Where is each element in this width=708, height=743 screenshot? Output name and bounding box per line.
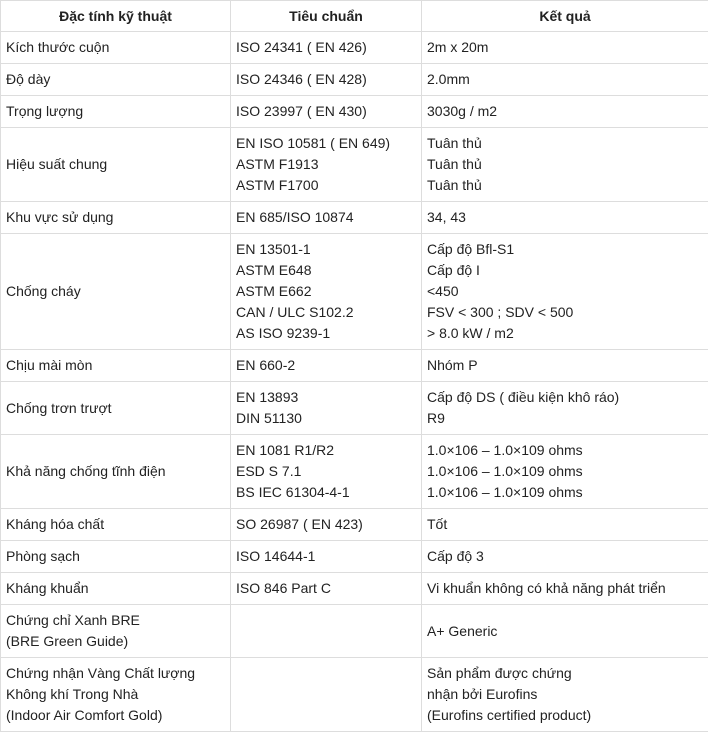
property-text: Phòng sạch — [6, 548, 80, 564]
result-text: nhận bởi Eurofins — [427, 686, 538, 702]
result-text: Sản phẩm được chứng — [427, 665, 572, 681]
standard-text: EN 1081 R1/R2 — [236, 442, 335, 458]
result-text: FSV < 300 ; SDV < 500 — [427, 304, 574, 320]
property-text: (Indoor Air Comfort Gold) — [6, 707, 163, 723]
standard-cell — [231, 202, 422, 234]
result-text: 1.0×106 – 1.0×109 ohms — [427, 463, 583, 479]
property-text: Trọng lượng — [6, 103, 84, 119]
result-cell — [422, 658, 708, 732]
result-cell — [422, 202, 708, 234]
standard-text: EN 13893 — [236, 389, 299, 405]
header-property: Đặc tính kỹ thuật — [1, 1, 231, 32]
standard-cell — [231, 382, 422, 435]
property-text: Khu vực sử dụng — [6, 209, 114, 225]
standard-cell — [231, 605, 422, 658]
property-text: Chống cháy — [6, 283, 81, 299]
property-text: (BRE Green Guide) — [6, 633, 129, 649]
standard-cell — [231, 658, 422, 732]
property-cell — [1, 605, 231, 658]
standard-text: EN ISO 10581 ( EN 649) — [236, 135, 391, 151]
table-row — [1, 382, 708, 435]
property-cell — [1, 64, 231, 96]
standard-cell — [231, 96, 422, 128]
result-text: 3030g / m2 — [427, 103, 498, 119]
result-text: 34, 43 — [427, 209, 466, 225]
standard-text: EN 660-2 — [236, 357, 296, 373]
table-row — [1, 128, 708, 202]
header-standard: Tiêu chuẩn — [231, 1, 422, 32]
property-text: Chống trơn trượt — [6, 399, 112, 416]
result-text: Cấp độ Bfl-S1 — [427, 241, 515, 257]
property-text: Chứng nhận Vàng Chất lượng — [6, 665, 196, 681]
standard-cell — [231, 573, 422, 605]
property-text: Chịu mài mòn — [6, 357, 93, 373]
result-text: (Eurofins certified product) — [427, 707, 592, 723]
property-text: Hiệu suất chung — [6, 156, 108, 172]
property-cell — [1, 658, 231, 732]
result-cell — [422, 128, 708, 202]
table-row — [1, 573, 708, 605]
table-row — [1, 435, 708, 509]
result-text: <450 — [427, 283, 459, 299]
table-row — [1, 64, 708, 96]
property-cell — [1, 382, 231, 435]
table-header — [1, 1, 708, 32]
result-text: Cấp độ DS ( điều kiện khô ráo) — [427, 389, 620, 405]
standard-text: ESD S 7.1 — [236, 463, 302, 479]
table-row — [1, 605, 708, 658]
result-text: 1.0×106 – 1.0×109 ohms — [427, 442, 583, 458]
property-cell — [1, 509, 231, 541]
property-cell — [1, 128, 231, 202]
result-text: R9 — [427, 410, 445, 426]
standard-text: AS ISO 9239-1 — [236, 325, 331, 341]
standard-text: ISO 24341 ( EN 426) — [236, 39, 367, 55]
property-text: Không khí Trong Nhà — [6, 686, 139, 702]
standard-cell — [231, 509, 422, 541]
standard-cell — [231, 128, 422, 202]
standard-text: EN 13501-1 — [236, 241, 311, 257]
property-cell — [1, 234, 231, 350]
result-text: Tốt — [427, 516, 448, 532]
property-text: Khả năng chống tĩnh điện — [6, 463, 166, 479]
table-body — [1, 32, 708, 732]
result-cell — [422, 541, 708, 573]
standard-cell — [231, 541, 422, 573]
standard-text: ISO 24346 ( EN 428) — [236, 71, 367, 87]
result-cell — [422, 64, 708, 96]
property-text: Kích thước cuộn — [6, 39, 110, 55]
standard-text: ISO 14644-1 — [236, 548, 316, 564]
table-row — [1, 32, 708, 64]
result-cell — [422, 573, 708, 605]
standard-text: DIN 51130 — [236, 410, 302, 426]
standard-cell — [231, 32, 422, 64]
standard-text: ASTM E662 — [236, 283, 312, 299]
table-row — [1, 202, 708, 234]
result-text: Tuân thủ — [427, 135, 482, 151]
standard-text: ASTM F1913 — [236, 156, 319, 172]
property-cell — [1, 202, 231, 234]
property-cell — [1, 32, 231, 64]
result-text: A+ Generic — [427, 622, 498, 639]
property-cell — [1, 435, 231, 509]
property-text: Chứng chỉ Xanh BRE — [6, 612, 140, 628]
standard-text: ASTM F1700 — [236, 177, 319, 193]
table-row — [1, 658, 708, 732]
standard-text: ISO 846 Part C — [236, 580, 331, 596]
standard-cell — [231, 64, 422, 96]
standard-text: EN 685/ISO 10874 — [236, 209, 354, 225]
result-text: Tuân thủ — [427, 156, 482, 172]
property-cell — [1, 541, 231, 573]
standard-text: SO 26987 ( EN 423) — [236, 516, 363, 532]
table-row — [1, 541, 708, 573]
result-text: Nhóm P — [427, 357, 478, 373]
result-text: Tuân thủ — [427, 177, 482, 193]
result-text: 1.0×106 – 1.0×109 ohms — [427, 484, 583, 500]
standard-cell — [231, 435, 422, 509]
result-text: > 8.0 kW / m2 — [427, 325, 514, 341]
header-result: Kết quả — [422, 1, 708, 32]
result-text: 2m x 20m — [427, 39, 489, 55]
property-cell — [1, 350, 231, 382]
table-row — [1, 234, 708, 350]
result-cell — [422, 509, 708, 541]
standard-cell — [231, 350, 422, 382]
result-cell — [422, 382, 708, 435]
result-text: 2.0mm — [427, 71, 470, 87]
table-row — [1, 509, 708, 541]
table-row — [1, 96, 708, 128]
standard-cell — [231, 234, 422, 350]
table-row — [1, 350, 708, 382]
property-text: Kháng khuẩn — [6, 580, 89, 596]
result-text: Cấp độ I — [427, 262, 480, 278]
standard-text: BS IEC 61304-4-1 — [236, 484, 350, 500]
result-cell — [422, 350, 708, 382]
result-text: Vi khuẩn không có khả năng phát triển — [427, 580, 666, 596]
property-cell — [1, 96, 231, 128]
result-cell — [422, 96, 708, 128]
result-cell — [422, 234, 708, 350]
result-cell — [422, 605, 708, 658]
result-text: Cấp độ 3 — [427, 548, 484, 564]
property-cell — [1, 573, 231, 605]
standard-text: CAN / ULC S102.2 — [236, 304, 354, 320]
standard-text: ISO 23997 ( EN 430) — [236, 103, 367, 119]
property-text: Kháng hóa chất — [6, 516, 105, 532]
result-cell — [422, 32, 708, 64]
standard-text: ASTM E648 — [236, 262, 312, 278]
header-row — [1, 1, 708, 32]
property-text: Độ dày — [6, 71, 51, 87]
result-cell — [422, 435, 708, 509]
